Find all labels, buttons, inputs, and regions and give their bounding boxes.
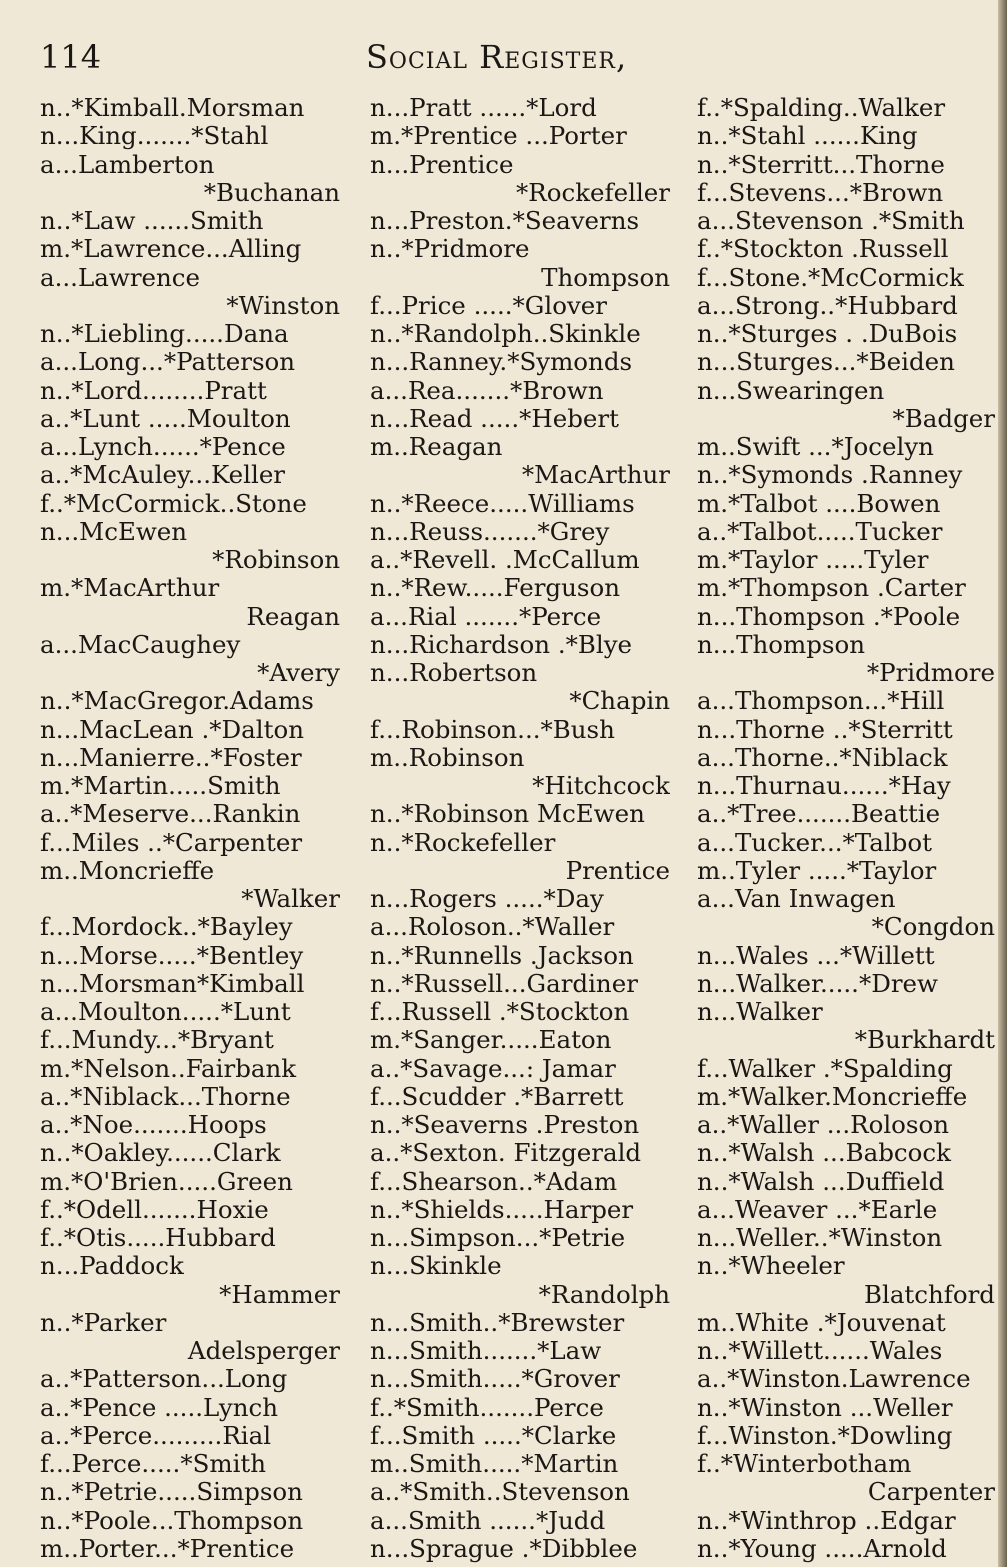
register-entry: f...Walker .*Spalding bbox=[697, 1054, 953, 1083]
register-entry: a...Van Inwagen bbox=[697, 885, 896, 913]
register-column-3 bbox=[697, 94, 995, 1563]
register-entry: a..*Noe.......Hoops bbox=[40, 1111, 267, 1139]
register-entry: n..*Runnells .Jackson bbox=[370, 941, 634, 970]
register-entry: n...Skinkle bbox=[370, 1252, 502, 1281]
register-entry: n...Ranney.*Symonds bbox=[370, 348, 633, 377]
register-entry: n...Thompson bbox=[697, 630, 866, 659]
register-entry: f..*Otis.....Hubbard bbox=[40, 1224, 276, 1252]
register-entry-continuation: *Walker bbox=[241, 885, 340, 913]
register-entry: n...Robertson bbox=[370, 659, 538, 687]
register-entry: a..*Lunt .....Moulton bbox=[40, 404, 291, 433]
page-header bbox=[0, 38, 1007, 82]
register-entry: a..*Savage...: Jamar bbox=[370, 1054, 616, 1083]
register-entry: n...Smith.......*Law bbox=[370, 1337, 602, 1365]
register-entry: a...Rea.......*Brown bbox=[370, 376, 604, 405]
register-entry: m.*MacArthur bbox=[40, 574, 220, 603]
register-entry: n...Manierre..*Foster bbox=[40, 743, 302, 772]
register-entry: f..*Smith.......Perce bbox=[370, 1393, 604, 1422]
register-entry: n...Thurnau......*Hay bbox=[697, 772, 951, 800]
register-entry: a..*Perce.........Rial bbox=[40, 1421, 272, 1450]
register-entry: n..*Oakley......Clark bbox=[40, 1139, 281, 1168]
register-entry: n..*Liebling.....Dana bbox=[40, 320, 289, 348]
register-entry-continuation: Prentice bbox=[565, 856, 670, 885]
register-entry: n..*Walsh ...Babcock bbox=[697, 1139, 951, 1168]
register-entry: n..*Young .....Arnold bbox=[697, 1534, 947, 1563]
register-entry: n...Smith..*Brewster bbox=[370, 1308, 625, 1337]
register-entry: f...Perce.....*Smith bbox=[40, 1450, 267, 1478]
register-entry: f..*Winterbotham bbox=[697, 1450, 912, 1478]
register-entry: n..*Kimball.Morsman bbox=[40, 94, 305, 122]
register-entry: m..Moncrieffe bbox=[40, 856, 215, 885]
register-entry: n...Morse.....*Bentley bbox=[40, 941, 304, 970]
register-entry: n..*Petrie.....Simpson bbox=[40, 1478, 303, 1507]
register-entry: n...Rogers .....*Day bbox=[370, 885, 604, 913]
register-entry: m.*Walker.Moncrieffe bbox=[697, 1082, 968, 1111]
register-entry: a..*Patterson...Long bbox=[40, 1365, 288, 1394]
register-entry: n..*Sterritt...Thorne bbox=[697, 150, 945, 179]
register-entry: n..*Poole...Thompson bbox=[40, 1506, 304, 1535]
register-entry: m.*Martin.....Smith bbox=[40, 772, 281, 800]
register-entry: n...Weller..*Winston bbox=[697, 1224, 943, 1252]
register-entry: n...Preston.*Seaverns bbox=[370, 207, 640, 235]
register-entry-continuation: *Chapin bbox=[569, 687, 670, 716]
register-entry: a..*Revell. .McCallum bbox=[370, 546, 640, 574]
register-entry: n..*Law ......Smith bbox=[40, 207, 264, 235]
register-entry: n...Wales ...*Willett bbox=[697, 941, 935, 970]
register-entry: f...Mordock..*Bayley bbox=[40, 913, 293, 942]
register-entry: n...Prentice bbox=[370, 150, 514, 179]
register-entry: f..*McCormick..Stone bbox=[40, 489, 307, 518]
register-entry: a...Thompson...*Hill bbox=[697, 687, 945, 716]
register-entry: a..*Niblack...Thorne bbox=[40, 1082, 291, 1111]
register-entry: n..*Lord........Pratt bbox=[40, 376, 267, 405]
register-entry-continuation: *Buchanan bbox=[203, 178, 340, 207]
register-entry: n...King.......*Stahl bbox=[40, 122, 269, 151]
register-entry: n...Sprague .*Dibblee bbox=[370, 1534, 638, 1563]
register-column-1 bbox=[40, 94, 340, 1563]
register-entry: m.*Sanger.....Eaton bbox=[370, 1026, 612, 1055]
register-entry: a...Weaver ...*Earle bbox=[697, 1195, 938, 1224]
register-entry: a..*Sexton. Fitzgerald bbox=[370, 1139, 642, 1168]
register-entry: m..Smith.....*Martin bbox=[370, 1450, 619, 1478]
register-entry-continuation: *Congdon bbox=[871, 913, 995, 942]
register-column-2 bbox=[370, 94, 670, 1563]
register-entry: n...Walker bbox=[697, 998, 823, 1026]
register-entry-continuation: Blatchford bbox=[863, 1280, 995, 1309]
register-entry: m..Tyler .....*Taylor bbox=[697, 856, 937, 885]
register-entry: n...Richardson .*Blye bbox=[370, 630, 633, 659]
register-entry: n..*Symonds .Ranney bbox=[697, 461, 963, 490]
register-entry: n..*Stahl ......King bbox=[697, 122, 918, 151]
register-entry: n...Thorne ..*Sterritt bbox=[697, 715, 953, 744]
register-entry-continuation: *MacArthur bbox=[521, 461, 670, 490]
register-entry: m.*Nelson..Fairbank bbox=[40, 1054, 297, 1083]
register-entry: n...Walker.....*Drew bbox=[697, 969, 939, 998]
register-entry: n...Sturges...*Beiden bbox=[697, 348, 955, 377]
register-entry: n...MacLean .*Dalton bbox=[40, 715, 304, 744]
running-title: Social Register, bbox=[366, 38, 628, 76]
register-entry: n...Smith.....*Grover bbox=[370, 1365, 620, 1394]
register-entry: n..*Reece.....Williams bbox=[370, 489, 635, 518]
register-entry-continuation: Carpenter bbox=[867, 1478, 995, 1507]
register-entry: a..*Smith..Stevenson bbox=[370, 1478, 630, 1507]
register-entry: a...Smith ......*Judd bbox=[370, 1506, 606, 1535]
register-entry-continuation: *Avery bbox=[257, 659, 340, 687]
register-entry: a...Thorne..*Niblack bbox=[697, 743, 948, 772]
register-entry: n..*MacGregor.Adams bbox=[40, 687, 314, 716]
register-entry: n..*Robinson McEwen bbox=[370, 800, 645, 829]
book-spine-shadow bbox=[998, 0, 1007, 1567]
register-entry-continuation: *Burkhardt bbox=[854, 1026, 995, 1055]
register-entry: a...Tucker...*Talbot bbox=[697, 828, 932, 857]
register-entry: n..*Pridmore bbox=[370, 235, 530, 264]
register-entry: n..*Parker bbox=[40, 1308, 167, 1337]
register-entry-continuation: Reagan bbox=[246, 602, 340, 631]
register-entry: f...Stone.*McCormick bbox=[697, 263, 964, 292]
register-entry: m.*Thompson .Carter bbox=[697, 574, 966, 603]
register-entry: f...Smith .....*Clarke bbox=[370, 1421, 617, 1450]
register-entry: n..*Sturges . .DuBois bbox=[697, 320, 958, 348]
register-entry-continuation: *Pridmore bbox=[866, 659, 995, 687]
register-entry-continuation: *Badger bbox=[892, 404, 995, 433]
register-entry: a...Lynch......*Pence bbox=[40, 433, 286, 461]
register-entry: n...Reuss.......*Grey bbox=[370, 517, 610, 546]
register-entry: n..*Russell...Gardiner bbox=[370, 969, 638, 998]
register-entry: n..*Rockefeller bbox=[370, 828, 556, 857]
register-entry: f...Price .....*Glover bbox=[370, 291, 607, 320]
register-entry: n..*Willett......Wales bbox=[697, 1337, 943, 1365]
register-entry: m..Robinson bbox=[370, 743, 525, 772]
register-entry: a...MacCaughey bbox=[40, 630, 241, 659]
register-entry: a..*Winston.Lawrence bbox=[697, 1365, 971, 1394]
register-entry: f...Mundy...*Bryant bbox=[40, 1026, 274, 1055]
register-entry: a...Moulton.....*Lunt bbox=[40, 998, 291, 1026]
register-entry: n..*Seaverns .Preston bbox=[370, 1111, 640, 1139]
register-entry: n..*Winthrop ..Edgar bbox=[697, 1506, 956, 1535]
register-entry: m.*Prentice ...Porter bbox=[370, 122, 627, 151]
register-entry: f...Winston.*Dowling bbox=[697, 1421, 953, 1450]
register-entry: m..Swift ...*Jocelyn bbox=[697, 433, 934, 461]
register-entry: m.*Lawrence...Alling bbox=[40, 235, 302, 264]
register-entry: f...Stevens...*Brown bbox=[697, 178, 944, 207]
register-entry: f...Scudder .*Barrett bbox=[370, 1082, 624, 1111]
register-entry: n..*Rew.....Ferguson bbox=[370, 574, 620, 603]
register-entry: a..*Pence .....Lynch bbox=[40, 1393, 279, 1422]
register-entry: a...Roloson..*Waller bbox=[370, 913, 615, 942]
register-entry-continuation: *Hitchcock bbox=[532, 772, 670, 800]
register-entry: f..*Spalding..Walker bbox=[697, 94, 946, 122]
register-entry: n...Paddock bbox=[40, 1252, 184, 1281]
register-entry: n..*Wheeler bbox=[697, 1252, 845, 1281]
register-entry: m.*O'Brien.....Green bbox=[40, 1167, 293, 1196]
register-entry: f...Robinson...*Bush bbox=[370, 715, 615, 744]
register-entry: n...Read .....*Hebert bbox=[370, 404, 619, 433]
register-entry: a...Long...*Patterson bbox=[40, 348, 296, 377]
register-entry-continuation: Adelsperger bbox=[187, 1337, 340, 1365]
register-entry: a..*Tree.......Beattie bbox=[697, 800, 941, 829]
register-entry: a..*Meserve...Rankin bbox=[40, 800, 301, 829]
register-entry: m..Porter...*Prentice bbox=[40, 1534, 295, 1563]
register-entry: n...Pratt ......*Lord bbox=[370, 94, 597, 122]
register-entry-continuation: *Hammer bbox=[219, 1280, 340, 1309]
register-entry-continuation: *Winston bbox=[226, 291, 340, 320]
register-entry: a...Lawrence bbox=[40, 263, 201, 292]
register-entry: n..*Winston ...Weller bbox=[697, 1393, 953, 1422]
register-entry: n...Thompson .*Poole bbox=[697, 602, 961, 631]
register-entry: f..*Odell.......Hoxie bbox=[40, 1195, 269, 1224]
register-entry: a...Lamberton bbox=[40, 150, 215, 179]
register-entry: f...Miles ..*Carpenter bbox=[40, 828, 303, 857]
register-entry: n...McEwen bbox=[40, 517, 188, 546]
register-entry-continuation: *Robinson bbox=[212, 546, 340, 574]
register-entry-continuation: *Rockefeller bbox=[516, 178, 670, 207]
register-entry: n...Morsman*Kimball bbox=[40, 969, 305, 998]
register-entry: a..*Talbot.....Tucker bbox=[697, 517, 943, 546]
register-entry-continuation: Thompson bbox=[541, 263, 670, 292]
register-entry: m..Reagan bbox=[370, 433, 503, 461]
register-entry: a...Strong..*Hubbard bbox=[697, 291, 958, 320]
register-entry: a..*McAuley...Keller bbox=[40, 461, 286, 490]
register-entry: m..White .*Jouvenat bbox=[697, 1308, 946, 1337]
register-entry: m.*Talbot ....Bowen bbox=[697, 489, 941, 518]
register-entry: n..*Randolph..Skinkle bbox=[370, 320, 641, 348]
register-entry: n..*Shields.....Harper bbox=[370, 1195, 634, 1224]
register-entry: a...Rial .......*Perce bbox=[370, 602, 602, 631]
register-entry: a...Stevenson .*Smith bbox=[697, 207, 965, 235]
register-entry: n..*Walsh ...Duffield bbox=[697, 1167, 945, 1196]
register-entry: a..*Waller ...Roloson bbox=[697, 1111, 950, 1139]
register-entry: f...Russell .*Stockton bbox=[370, 998, 630, 1026]
register-entry: n...Simpson...*Petrie bbox=[370, 1224, 626, 1252]
register-entry-continuation: *Randolph bbox=[538, 1280, 670, 1309]
register-entry: m.*Taylor .....Tyler bbox=[697, 546, 929, 574]
page-number: 114 bbox=[40, 38, 102, 76]
register-entry: f...Shearson..*Adam bbox=[370, 1167, 618, 1196]
register-entry: n...Swearingen bbox=[697, 376, 885, 405]
register-entry: f..*Stockton .Russell bbox=[697, 235, 949, 264]
